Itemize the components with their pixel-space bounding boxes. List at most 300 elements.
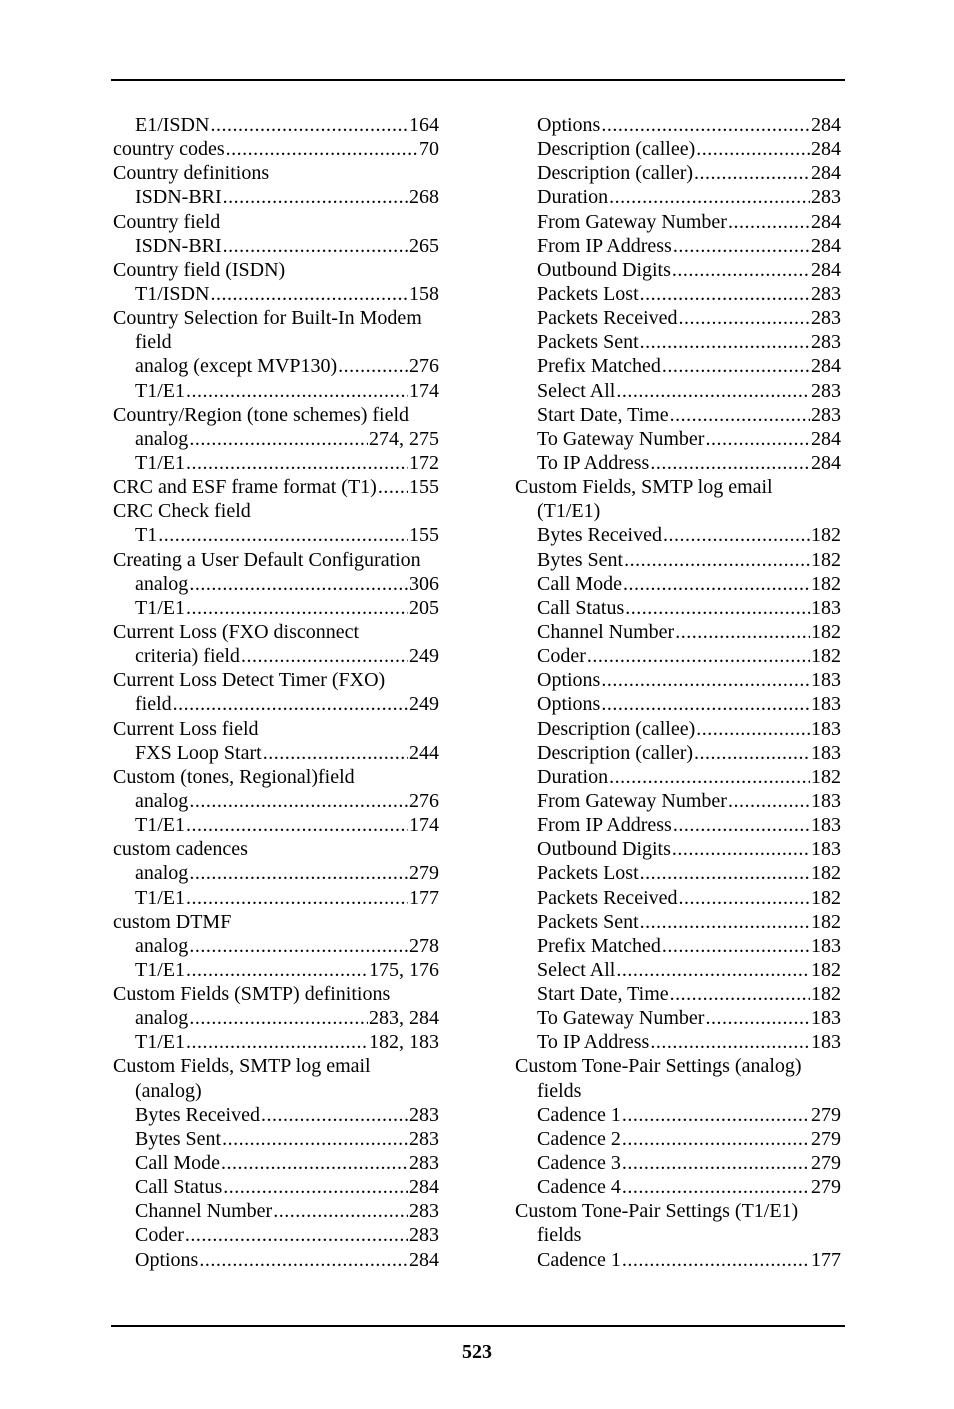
page-reference: 284 bbox=[811, 427, 841, 450]
index-entry bbox=[113, 620, 439, 644]
index-entry bbox=[113, 306, 439, 330]
index-subentry bbox=[515, 620, 841, 644]
index-term: T1/E1 bbox=[135, 886, 185, 909]
page-reference: 279 bbox=[811, 1127, 841, 1150]
dot-leader bbox=[222, 1127, 408, 1151]
page-reference: 279 bbox=[811, 1152, 841, 1175]
index-entry bbox=[113, 668, 439, 692]
index-term: CRC Check field bbox=[113, 500, 251, 523]
index-entry bbox=[113, 837, 439, 861]
index-term: analog bbox=[135, 572, 189, 595]
index-subentry bbox=[515, 403, 841, 427]
index-subentry bbox=[515, 837, 841, 861]
page-reference: 283 bbox=[811, 379, 841, 402]
dot-leader bbox=[696, 717, 810, 741]
index-term: T1/E1 bbox=[135, 451, 185, 474]
index-term: Custom Fields, SMTP log email bbox=[515, 476, 773, 499]
index-term: analog bbox=[135, 1007, 189, 1030]
page-reference: 284 bbox=[811, 162, 841, 185]
dot-leader bbox=[622, 1103, 810, 1127]
index-subentry bbox=[515, 330, 841, 354]
index-term: T1 bbox=[135, 524, 158, 547]
page-reference: 283, 284 bbox=[369, 1007, 439, 1030]
dot-leader bbox=[189, 861, 408, 885]
index-term: Current Loss (FXO disconnect bbox=[113, 620, 360, 643]
index-term: analog bbox=[135, 427, 189, 450]
dot-leader bbox=[609, 185, 810, 209]
index-subentry bbox=[515, 1248, 841, 1272]
index-term: From Gateway Number bbox=[537, 210, 727, 233]
index-subentry bbox=[515, 137, 841, 161]
page-reference: 183 bbox=[811, 789, 841, 812]
index-subentry bbox=[515, 210, 841, 234]
index-term: Bytes Received bbox=[135, 1103, 260, 1126]
page-reference: 284 bbox=[811, 234, 841, 257]
dot-leader bbox=[186, 451, 408, 475]
index-term: Duration bbox=[537, 186, 609, 209]
index-term: FXS Loop Start bbox=[135, 741, 262, 764]
dot-leader bbox=[223, 185, 408, 209]
index-subentry bbox=[515, 1079, 841, 1103]
index-subentry bbox=[113, 1223, 439, 1247]
dot-leader bbox=[640, 330, 810, 354]
index-subentry bbox=[113, 185, 439, 209]
page-reference: 182 bbox=[811, 548, 841, 571]
index-entry bbox=[515, 475, 841, 499]
dot-leader bbox=[728, 789, 810, 813]
index-subentry bbox=[515, 113, 841, 137]
index-subentry bbox=[515, 692, 841, 716]
index-entry bbox=[113, 475, 439, 499]
index-subentry bbox=[515, 258, 841, 282]
index-entry bbox=[113, 1054, 439, 1078]
index-subentry bbox=[515, 765, 841, 789]
index-entry bbox=[113, 499, 439, 523]
page-reference: 278 bbox=[409, 934, 439, 957]
dot-leader bbox=[650, 1030, 810, 1054]
page-reference: 182 bbox=[811, 620, 841, 643]
index-term: field bbox=[135, 331, 172, 354]
index-subentry bbox=[113, 596, 439, 620]
index-subentry bbox=[515, 813, 841, 837]
page-reference: 182 bbox=[811, 910, 841, 933]
index-term: Channel Number bbox=[135, 1200, 273, 1223]
dot-leader bbox=[378, 475, 408, 499]
index-term: Call Status bbox=[537, 596, 625, 619]
dot-leader bbox=[622, 1175, 810, 1199]
page-reference: 276 bbox=[409, 789, 439, 812]
page-reference: 306 bbox=[409, 572, 439, 595]
page-reference: 274, 275 bbox=[369, 427, 439, 450]
index-term: T1/ISDN bbox=[135, 282, 210, 305]
page-reference: 284 bbox=[811, 451, 841, 474]
dot-leader bbox=[226, 137, 418, 161]
page-reference: 284 bbox=[811, 355, 841, 378]
dot-leader bbox=[189, 572, 408, 596]
dot-leader bbox=[650, 451, 810, 475]
dot-leader bbox=[640, 861, 810, 885]
dot-leader bbox=[223, 234, 408, 258]
index-term: Call Mode bbox=[537, 572, 622, 595]
dot-leader bbox=[338, 354, 408, 378]
dot-leader bbox=[185, 1223, 408, 1247]
index-term: Custom Fields, SMTP log email bbox=[113, 1055, 371, 1078]
dot-leader bbox=[189, 934, 408, 958]
index-term: analog bbox=[135, 789, 189, 812]
dot-leader bbox=[625, 596, 810, 620]
index-term: Channel Number bbox=[537, 620, 675, 643]
page-reference: 182 bbox=[811, 524, 841, 547]
index-term: Bytes Sent bbox=[135, 1127, 222, 1150]
page-reference: 284 bbox=[811, 258, 841, 281]
dot-leader bbox=[199, 1248, 408, 1272]
page-reference: 182 bbox=[811, 765, 841, 788]
index-subentry bbox=[515, 1006, 841, 1030]
index-entry bbox=[113, 765, 439, 789]
dot-leader bbox=[640, 910, 810, 934]
index-term: T1/E1 bbox=[135, 814, 185, 837]
dot-leader bbox=[662, 354, 810, 378]
page-reference: 177 bbox=[409, 886, 439, 909]
index-term: Start Date, Time bbox=[537, 983, 669, 1006]
page-reference: 276 bbox=[409, 355, 439, 378]
index-term: To IP Address bbox=[537, 1031, 650, 1054]
index-subentry bbox=[515, 934, 841, 958]
dot-leader bbox=[623, 572, 810, 596]
index-subentry bbox=[113, 861, 439, 885]
dot-leader bbox=[587, 644, 810, 668]
dot-leader bbox=[622, 1127, 810, 1151]
index-term: Packets Lost bbox=[537, 282, 639, 305]
index-term: To Gateway Number bbox=[537, 427, 705, 450]
dot-leader bbox=[616, 379, 810, 403]
page-reference: 283 bbox=[811, 186, 841, 209]
dot-leader bbox=[189, 789, 408, 813]
dot-leader bbox=[186, 596, 408, 620]
index-term: Options bbox=[537, 114, 601, 136]
dot-leader bbox=[705, 427, 810, 451]
index-subentry bbox=[515, 185, 841, 209]
index-subentry bbox=[515, 427, 841, 451]
index-term: ISDN-BRI bbox=[135, 234, 222, 257]
page-reference: 283 bbox=[811, 403, 841, 426]
page-reference: 284 bbox=[811, 210, 841, 233]
index-term: Cadence 1 bbox=[537, 1248, 621, 1271]
page-reference: 279 bbox=[811, 1103, 841, 1126]
dot-leader bbox=[679, 306, 811, 330]
page-reference: 283 bbox=[409, 1152, 439, 1175]
dot-leader bbox=[273, 1199, 408, 1223]
index-subentry bbox=[515, 861, 841, 885]
index-subentry bbox=[515, 596, 841, 620]
index-term: Description (caller) bbox=[537, 741, 694, 764]
index-subentry bbox=[515, 982, 841, 1006]
index-term: Options bbox=[537, 693, 601, 716]
index-term: From Gateway Number bbox=[537, 789, 727, 812]
index-subentry bbox=[515, 789, 841, 813]
index-entry bbox=[113, 982, 439, 1006]
index-term: Packets Lost bbox=[537, 862, 639, 885]
page-reference: 182 bbox=[811, 862, 841, 885]
index-term: Outbound Digits bbox=[537, 838, 671, 861]
index-term: Select All bbox=[537, 958, 616, 981]
dot-leader bbox=[158, 523, 408, 547]
index-term: T1/E1 bbox=[135, 379, 185, 402]
index-subentry bbox=[515, 1103, 841, 1127]
page-reference: 158 bbox=[409, 282, 439, 305]
page-reference: 183 bbox=[811, 741, 841, 764]
index-subentry bbox=[515, 886, 841, 910]
dot-leader bbox=[696, 137, 810, 161]
page-reference: 279 bbox=[409, 862, 439, 885]
index-term: Current Loss Detect Timer (FXO) bbox=[113, 669, 386, 692]
index-subentry bbox=[515, 548, 841, 572]
index-term: Custom (tones, Regional)field bbox=[113, 765, 355, 788]
index-subentry bbox=[113, 572, 439, 596]
index-entry bbox=[113, 717, 439, 741]
index-subentry bbox=[515, 1223, 841, 1247]
index-term: Creating a User Default Configuration bbox=[113, 548, 421, 571]
index-term: Country definitions bbox=[113, 162, 270, 185]
index-term: custom DTMF bbox=[113, 910, 232, 933]
index-subentry bbox=[113, 741, 439, 765]
index-term: analog bbox=[135, 862, 189, 885]
index-subentry bbox=[113, 692, 439, 716]
index-term: ISDN-BRI bbox=[135, 186, 222, 209]
dot-leader bbox=[210, 113, 408, 137]
index-term: Bytes Received bbox=[537, 524, 662, 547]
index-term: T1/E1 bbox=[135, 596, 185, 619]
dot-leader bbox=[601, 113, 810, 137]
index-term: Packets Sent bbox=[537, 910, 639, 933]
index-term: From IP Address bbox=[537, 814, 672, 837]
index-subentry bbox=[515, 282, 841, 306]
index-subentry bbox=[113, 1199, 439, 1223]
page-reference: 183 bbox=[811, 717, 841, 740]
index-term: Country field bbox=[113, 210, 221, 233]
index-subentry bbox=[113, 451, 439, 475]
index-term: Prefix Matched bbox=[537, 355, 661, 378]
index-term: T1/E1 bbox=[135, 958, 185, 981]
index-term: Prefix Matched bbox=[537, 934, 661, 957]
index-subentry bbox=[515, 668, 841, 692]
index-entry bbox=[113, 258, 439, 282]
page-reference: 205 bbox=[409, 596, 439, 619]
dot-leader bbox=[186, 1030, 368, 1054]
dot-leader bbox=[616, 958, 810, 982]
index-term: E1/ISDN bbox=[135, 114, 210, 136]
dot-leader bbox=[728, 210, 810, 234]
index-subentry bbox=[113, 113, 439, 137]
index-term: From IP Address bbox=[537, 234, 672, 257]
page-reference: 283 bbox=[811, 307, 841, 330]
page-reference: 182 bbox=[811, 886, 841, 909]
page-reference: 283 bbox=[811, 331, 841, 354]
dot-leader bbox=[622, 1151, 810, 1175]
index-subentry bbox=[515, 451, 841, 475]
index-term: fields bbox=[537, 1079, 582, 1102]
page-reference: 155 bbox=[409, 476, 439, 499]
dot-leader bbox=[640, 282, 810, 306]
index-term: Call Status bbox=[135, 1176, 223, 1199]
dot-leader bbox=[601, 668, 810, 692]
index-subentry bbox=[113, 1248, 439, 1272]
index-term: Options bbox=[135, 1248, 199, 1271]
dot-leader bbox=[672, 837, 810, 861]
index-subentry bbox=[515, 644, 841, 668]
index-subentry bbox=[113, 427, 439, 451]
index-term: Custom Tone-Pair Settings (analog) bbox=[515, 1055, 802, 1078]
index-term: Cadence 2 bbox=[537, 1127, 621, 1150]
index-subentry bbox=[113, 1127, 439, 1151]
index-subentry bbox=[113, 330, 439, 354]
index-subentry bbox=[113, 523, 439, 547]
index-term: Cadence 4 bbox=[537, 1176, 621, 1199]
index-entry bbox=[113, 137, 439, 161]
index-subentry bbox=[113, 1103, 439, 1127]
index-term: Bytes Sent bbox=[537, 548, 624, 571]
page-reference: 175, 176 bbox=[369, 958, 439, 981]
index-term: analog bbox=[135, 934, 189, 957]
dot-leader bbox=[624, 548, 810, 572]
index-subentry bbox=[113, 886, 439, 910]
index-term: Country field (ISDN) bbox=[113, 258, 286, 281]
dot-leader bbox=[189, 1006, 368, 1030]
index-subentry bbox=[515, 572, 841, 596]
index-subentry bbox=[113, 1175, 439, 1199]
page-reference: 183 bbox=[811, 1007, 841, 1030]
page-reference: 155 bbox=[409, 524, 439, 547]
page-reference: 183 bbox=[811, 596, 841, 619]
index-term: (T1/E1) bbox=[537, 500, 601, 523]
dot-leader bbox=[241, 644, 408, 668]
index-subentry bbox=[515, 354, 841, 378]
index-subentry bbox=[515, 910, 841, 934]
index-column-left bbox=[113, 113, 439, 1272]
index-term: Description (caller) bbox=[537, 162, 694, 185]
page-reference: 284 bbox=[811, 114, 841, 136]
dot-leader bbox=[189, 427, 368, 451]
page-reference: 182 bbox=[811, 572, 841, 595]
index-term: field bbox=[135, 693, 172, 716]
index-term: Current Loss field bbox=[113, 717, 259, 740]
dot-leader bbox=[675, 620, 810, 644]
index-term: Packets Sent bbox=[537, 331, 639, 354]
page-reference: 183 bbox=[811, 669, 841, 692]
index-subentry bbox=[515, 1151, 841, 1175]
index-term: T1/E1 bbox=[135, 1031, 185, 1054]
index-term: To IP Address bbox=[537, 451, 650, 474]
index-subentry bbox=[113, 234, 439, 258]
dot-leader bbox=[263, 741, 408, 765]
index-term: custom cadences bbox=[113, 838, 248, 861]
dot-leader bbox=[173, 692, 408, 716]
dot-leader bbox=[679, 886, 811, 910]
index-entry bbox=[515, 1054, 841, 1078]
index-term: Description (callee) bbox=[537, 138, 696, 161]
page-number: 523 bbox=[462, 1341, 492, 1363]
page-reference: 183 bbox=[811, 934, 841, 957]
page-reference: 183 bbox=[811, 814, 841, 837]
index-subentry bbox=[515, 958, 841, 982]
page-reference: 177 bbox=[811, 1248, 841, 1271]
index-term: Options bbox=[537, 669, 601, 692]
page-reference: 284 bbox=[811, 138, 841, 161]
index-subentry bbox=[515, 1175, 841, 1199]
page-reference: 183 bbox=[811, 693, 841, 716]
index-term: Cadence 1 bbox=[537, 1103, 621, 1126]
dot-leader bbox=[663, 523, 810, 547]
dot-leader bbox=[622, 1248, 810, 1272]
index-term: Packets Received bbox=[537, 886, 678, 909]
index-subentry bbox=[515, 741, 841, 765]
footer-rule bbox=[111, 1325, 845, 1327]
dot-leader bbox=[673, 813, 810, 837]
dot-leader bbox=[210, 282, 408, 306]
dot-leader bbox=[601, 692, 810, 716]
index-term: Call Mode bbox=[135, 1152, 220, 1175]
page-reference: 182 bbox=[811, 983, 841, 1006]
dot-leader bbox=[261, 1103, 408, 1127]
index-term: Outbound Digits bbox=[537, 258, 671, 281]
dot-leader bbox=[609, 765, 810, 789]
index-entry bbox=[113, 403, 439, 427]
page-reference: 174 bbox=[409, 814, 439, 837]
index-term: country codes bbox=[113, 138, 225, 161]
index-subentry bbox=[113, 1006, 439, 1030]
page-reference: 283 bbox=[811, 282, 841, 305]
page-reference: 283 bbox=[409, 1224, 439, 1247]
index-subentry bbox=[113, 644, 439, 668]
index-subentry bbox=[113, 379, 439, 403]
index-term: Custom Tone-Pair Settings (T1/E1) bbox=[515, 1200, 799, 1223]
index-subentry bbox=[515, 499, 841, 523]
index-subentry bbox=[113, 934, 439, 958]
index-subentry bbox=[113, 1079, 439, 1103]
index-term: Coder bbox=[135, 1224, 184, 1247]
dot-leader bbox=[670, 982, 810, 1006]
page-reference: 283 bbox=[409, 1200, 439, 1223]
dot-leader bbox=[221, 1151, 408, 1175]
index-entry bbox=[113, 161, 439, 185]
index-term: Start Date, Time bbox=[537, 403, 669, 426]
page-reference: 265 bbox=[409, 234, 439, 257]
index-subentry bbox=[113, 354, 439, 378]
index-subentry bbox=[113, 958, 439, 982]
index-term: Coder bbox=[537, 645, 586, 668]
index-term: (analog) bbox=[135, 1079, 202, 1102]
index-subentry bbox=[515, 1030, 841, 1054]
index-entry bbox=[515, 1199, 841, 1223]
index-term: criteria) field bbox=[135, 645, 240, 668]
page-reference: 183 bbox=[811, 1031, 841, 1054]
dot-leader bbox=[186, 813, 408, 837]
dot-leader bbox=[673, 234, 810, 258]
dot-leader bbox=[670, 403, 810, 427]
page-reference: 268 bbox=[409, 186, 439, 209]
index-subentry bbox=[113, 789, 439, 813]
page-reference: 182, 183 bbox=[369, 1031, 439, 1054]
page-reference: 70 bbox=[419, 138, 439, 161]
index-term: Custom Fields (SMTP) definitions bbox=[113, 983, 391, 1006]
index-subentry bbox=[515, 306, 841, 330]
dot-leader bbox=[186, 958, 368, 982]
index-subentry bbox=[515, 379, 841, 403]
page-reference: 284 bbox=[409, 1248, 439, 1271]
dot-leader bbox=[662, 934, 810, 958]
index-term: Country/Region (tone schemes) field bbox=[113, 403, 410, 426]
page-reference: 174 bbox=[409, 379, 439, 402]
